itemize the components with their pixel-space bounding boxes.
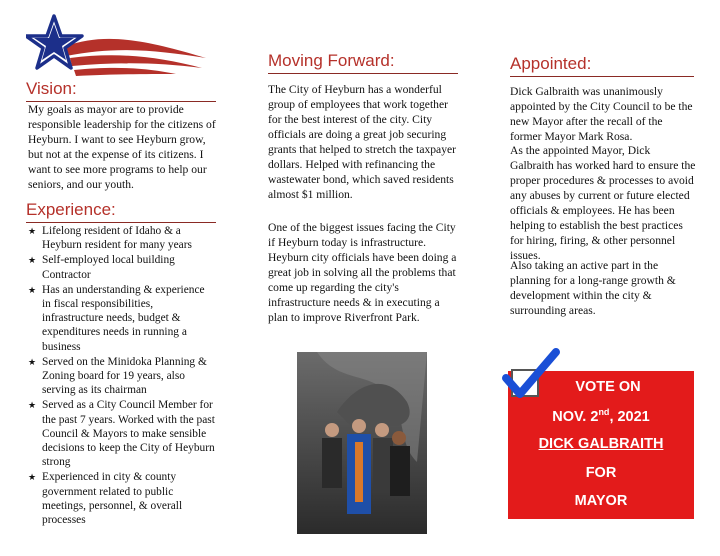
list-item: ★ Self-employed local building Contractor [28,254,175,281]
vote-date-text: NOV. 2nd, 2021 [552,407,650,425]
star-bullet-icon: ★ [28,226,37,236]
experience-heading: Experience: [26,200,216,223]
vision-heading: Vision: [26,79,216,102]
moving-forward-paragraph-1: The City of Heyburn has a wonderful group of employees that work together for the best interest of the city. City officials are doing a great job securing grants that helped to stretch the taxpayer dollars. Helped with refinancing the wastewater bond, which saved residents almost $1 million. [268,83,457,201]
vote-office-text: MAYOR [574,493,628,509]
star-bullet-icon: ★ [28,400,37,411]
experience-list [26,224,216,528]
list-item: ★ Served on the Minidoka Planning & Zoning board for 19 years, also serving as its chairman [28,355,207,397]
star-flag-logo [26,12,216,82]
appointed-heading: Appointed: [510,54,694,77]
list-item: ★ Lifelong resident of Idaho & a Heyburn resident for many years [28,225,192,252]
moving-forward-paragraph-2: One of the biggest issues facing the City if Heyburn today is infrastructure. Heyburn city officials have been doing a great job in solving all the problems that come up regarding the city's infrastructure needs & in executing a plan to improve Riverfront Park. [268,221,457,324]
list-item: ★ Experienced in city & county government related to public meetings, personnel, & overall processes [28,471,183,527]
vote-on-text: VOTE ON [575,379,641,395]
appointed-paragraph-2: As the appointed Mayor, Dick Galbraith has worked hard to ensure the proper procedures & processes to avoid any abuses by current or future elected officials & employees. He has been helping to establish the best practices for hiring, firing, & other personnel issues. [510,144,696,262]
star-bullet-icon: ★ [28,472,37,483]
star-bullet-icon: ★ [28,356,37,367]
list-item: ★ Has an understanding & experience in fiscal responsibilities, infrastructure needs, budget & expenditures needs in running a business [28,283,205,353]
appointed-paragraph-1: Dick Galbraith was unanimously appointed by the City Council to be the new Mayor after the recall of the former Mayor Mark Rosa. [510,85,693,143]
family-photo [297,352,427,534]
checkmark-icon [500,348,564,406]
star-bullet-icon: ★ [28,284,37,295]
appointed-paragraph-3: Also taking an active part in the planning for a long-range growth & development within the city & surrounding areas. [510,259,676,317]
star-bullet-icon: ★ [28,255,37,266]
candidate-name-text: DICK GALBRAITH [538,436,664,452]
list-item: ★ Served as a City Council Member for the past 7 years. Worked with the past Council & Mayors to make sensible decisions to keep the City of Heyburn strong [28,399,215,469]
moving-forward-heading: Moving Forward: [268,51,458,74]
vote-for-text: FOR [585,465,617,481]
vision-text: My goals as mayor are to provide responsible leadership for the citizens of Heyburn. I want to see Heyburn grow, but not at the expense of its citizens. I want to see more programs to help our seniors, and our youth. [28,103,216,191]
